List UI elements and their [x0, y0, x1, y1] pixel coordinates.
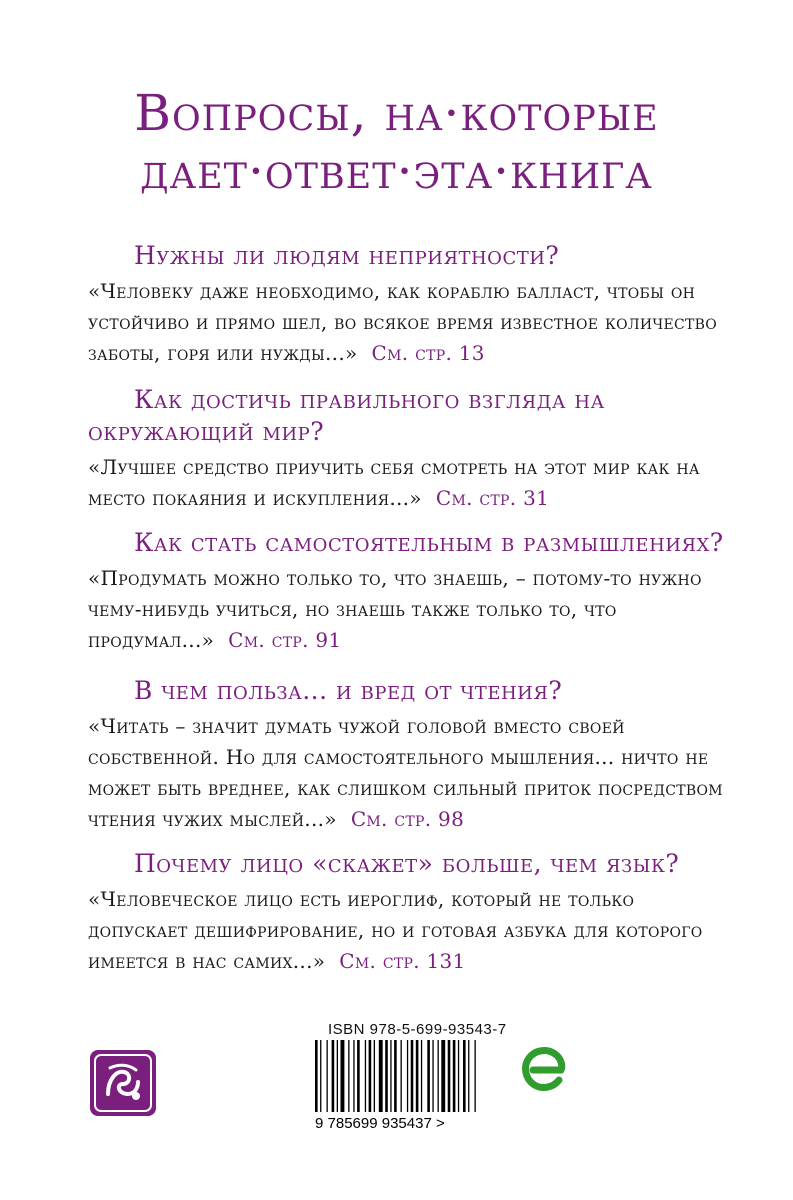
- barcode-bar: [448, 1040, 451, 1112]
- page-title: [0, 84, 793, 200]
- answer-text: «Лучшее средство приучить себя смотреть на этот мир как на место покаяния и искупления...»: [88, 455, 700, 510]
- qa-block-4: [88, 675, 738, 835]
- page-reference: См. стр. 91: [228, 628, 342, 652]
- barcode-bar: [369, 1040, 372, 1112]
- barcode-bar: [374, 1040, 375, 1112]
- barcode-bar: [421, 1040, 422, 1112]
- question: Как достичь правильного взгляда на окружающий мир?: [88, 385, 605, 446]
- page-reference: См. стр. 98: [350, 807, 465, 831]
- barcode-bar: [394, 1040, 397, 1112]
- answer: [88, 452, 738, 514]
- barcode-bar: [332, 1040, 335, 1112]
- question: Почему лицо «скажет» больше, чем язык?: [134, 849, 680, 878]
- barcode-bar: [468, 1040, 469, 1112]
- qa-block-1: [88, 240, 738, 369]
- barcode-bar: [365, 1040, 366, 1112]
- barcode-bar: [337, 1040, 338, 1112]
- barcode-bar: [463, 1040, 466, 1112]
- publisher-emblem-icon: [90, 1050, 156, 1116]
- answer-text: «Продумать можно только то, что знаешь, – потому-то нужно чему-нибудь учиться, но знаешь также только то, что продумал...»: [88, 566, 702, 652]
- eksmo-e-icon: [515, 1040, 571, 1096]
- answer-text: «Читать – значит думать чужой головой вместо своей собственной. Но для самостоятельного мышления... ничто не может быть вреднее, как слишком сильный приток посредством чтения чужих мыслей...»: [88, 714, 723, 831]
- barcode-bar: [475, 1040, 476, 1112]
- barcode-bar: [427, 1040, 430, 1112]
- barcode-bar: [379, 1040, 383, 1112]
- barcode-bar: [441, 1040, 445, 1112]
- barcode-bar: [390, 1040, 391, 1112]
- qa-block-3: [88, 527, 738, 656]
- answer-text: «Человеческое лицо есть иероглиф, который не только допускает дешифрирование, но и готовая азбука для которого имеется в нас самих...»: [88, 887, 703, 973]
- barcode: [313, 1040, 528, 1130]
- qa-block-2: [88, 384, 738, 514]
- barcode-bar: [438, 1040, 439, 1112]
- answer-text: «Человеку даже необходимо, как кораблю балласт, чтобы он устойчиво и прямо шел, во всякое время известное количество заботы, горя или нужды...»: [88, 279, 718, 365]
- barcode-bar: [453, 1040, 456, 1112]
- barcode-bar: [401, 1040, 402, 1112]
- barcode-bar: [416, 1040, 419, 1112]
- barcode-bar: [353, 1040, 354, 1112]
- title-line-1: Вопросы, на·которые: [134, 84, 659, 142]
- barcode-bar: [341, 1040, 345, 1112]
- barcode-bar: [357, 1040, 360, 1112]
- barcode-bar: [320, 1040, 321, 1112]
- page-reference: См. стр. 31: [435, 486, 550, 510]
- barcode-bar: [385, 1040, 388, 1112]
- qa-block-5: [88, 848, 738, 977]
- barcode-bar: [458, 1040, 459, 1112]
- page-reference: См. стр. 13: [371, 341, 485, 365]
- isbn-label: ISBN 978-5-699-93543-7: [328, 1021, 507, 1038]
- answer: [88, 884, 738, 977]
- barcode-bar: [432, 1040, 433, 1112]
- question: Как стать самостоятельным в размышлениях?: [134, 528, 724, 557]
- answer: [88, 276, 738, 369]
- barcode-bar: [348, 1040, 349, 1112]
- barcode-bar: [411, 1040, 414, 1112]
- question: В чем польза... и вред от чтения?: [134, 676, 563, 705]
- barcode-bar: [315, 1040, 318, 1112]
- page-reference: См. стр. 131: [339, 949, 466, 973]
- barcode-bar: [327, 1040, 328, 1112]
- answer: [88, 711, 738, 835]
- barcode-digits: 9 785699 935437 >: [315, 1115, 445, 1130]
- answer: [88, 563, 738, 656]
- title-line-2: дает·ответ·эта·книга: [140, 142, 653, 200]
- barcode-bar: [407, 1040, 408, 1112]
- question: Нужны ли людям неприятности?: [134, 241, 560, 270]
